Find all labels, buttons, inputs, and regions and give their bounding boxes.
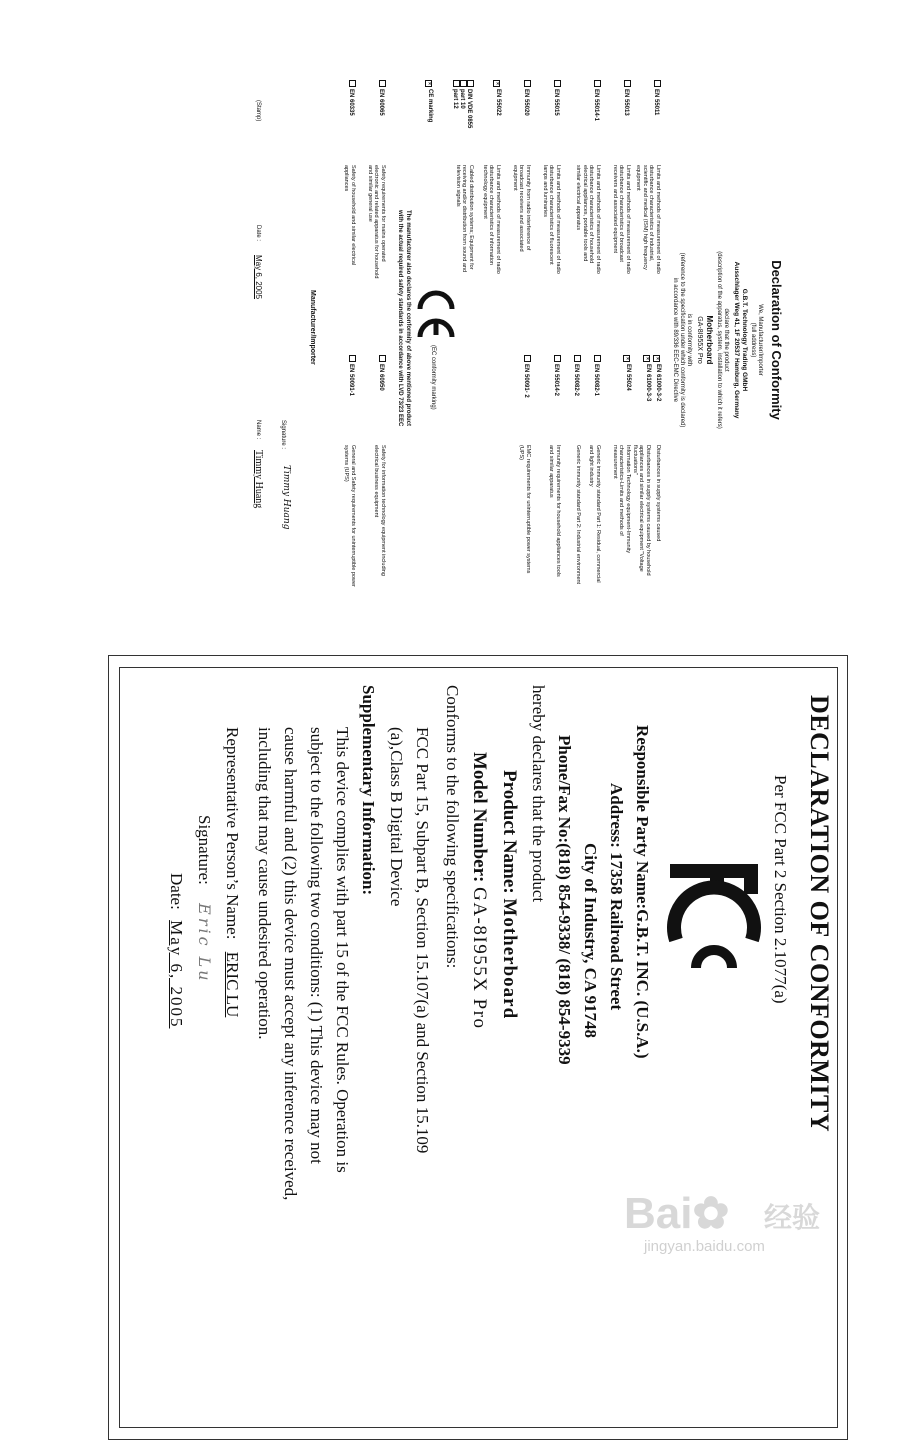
- checkbox-icon: [453, 80, 460, 87]
- fcc-title: DECLARATION OF CONFORMITY: [805, 695, 834, 1133]
- fcc-party: Responsible Party Name:G.B.T. INC. (U.S.A.): [633, 725, 652, 1059]
- std-en55020-text: Immunity from radio interference of broadcast receivers and associated equipment: [512, 165, 531, 252]
- std-en61000-3-3-text: Disturbances in supply systems caused by household appliances and similar electrical equipment "Voltage fluctuations": [632, 445, 651, 576]
- fcc-supp2: subject to the following two conditions: (1) This device may not: [307, 727, 326, 1164]
- std-en55020: EN 55020: [523, 80, 531, 116]
- std-en55014-2: EN 55014-2: [553, 355, 561, 396]
- checkbox-checked-icon: ×: [493, 80, 500, 87]
- std-en55022-text: Limits and methods of measurement of radio disturbance characteristics of information technology equipment: [482, 165, 501, 274]
- std-en55015: EN 55015: [553, 80, 561, 116]
- checkbox-icon: [349, 80, 356, 87]
- eu-name-label: Name :: [255, 420, 261, 440]
- fcc-model-value: GA-8I955X Pro: [469, 887, 490, 1030]
- fcc-sig-value: Eric Lu: [195, 903, 214, 984]
- fcc-city: City of Industry, CA 91748: [581, 843, 600, 1039]
- eu-name: Timmy Huang: [253, 450, 264, 509]
- checkbox-icon: [554, 80, 561, 87]
- checkbox-icon: [467, 80, 474, 87]
- manufacturer-label: Manufacturer/Importer: [309, 290, 316, 365]
- watermark-brand-cn: 经验: [764, 1201, 821, 1234]
- checkbox-checked-icon: ×: [425, 80, 432, 87]
- std-en60065-text: Safety requirements for mains operated electronic and related apparatus for household and similar general use: [367, 165, 386, 279]
- fcc-sig-label: Signature:: [195, 815, 214, 885]
- fcc-spec1: FCC Part 15, Subpart B, Section 15.107(a) and Section 15.109: [413, 727, 432, 1154]
- checkbox-icon: [594, 80, 601, 87]
- ce-logo-icon: [416, 285, 456, 341]
- lvd-line1: The manufacturer also declares the conformity of above mentioned product: [405, 210, 411, 427]
- checkbox-icon: [654, 80, 661, 87]
- std-en55024: ×EN 55024: [623, 355, 631, 391]
- std-en55014-2-text: Immunity requirements for household appliances tools and similar apparatus: [548, 445, 561, 577]
- fcc-product-label: Product Name:: [499, 770, 520, 894]
- eu-directive: in accordance with 89/336 EEC-EMC Directive: [672, 277, 678, 403]
- std-din-vde: DIN VDE 0855: [466, 80, 474, 128]
- checkbox-checked-icon: ×: [643, 355, 650, 362]
- fcc-phone: Phone/Fax No:(818) 854-9338/ (818) 854-9339: [555, 735, 574, 1065]
- eu-company: G.B.T. Technology Trading GMbH: [741, 288, 748, 392]
- fcc-model-label: Model Number:: [469, 752, 490, 883]
- std-en60950-text: Safety for information technology equipment including electrical business equipment: [373, 445, 386, 576]
- eu-declare: declare that the product: [723, 308, 729, 372]
- checkbox-icon: [349, 355, 356, 362]
- std-en55014-1-text: Limits and methods of measurement of radio disturbance characteristics of household electrical appliances, portable tools and similar electrical apparatus: [575, 165, 601, 274]
- std-en61000-3-2: ×EN 61000-3-2: [653, 355, 661, 401]
- eu-reference: (reference to the specification under which conformity is declared): [679, 252, 685, 428]
- fcc-rep-value: ERIC LU: [223, 951, 242, 1018]
- baidu-watermark: [624, 1188, 874, 1258]
- fcc-hereby: hereby declares that the product: [529, 685, 548, 903]
- fcc-supp1: This device complies with part 15 of the FCC Rules. Operation is: [333, 727, 352, 1173]
- checkbox-icon: [379, 355, 386, 362]
- watermark-url: jingyan.baidu.com: [644, 1238, 765, 1255]
- std-en61000-3-3: ×EN 61000-3-3: [643, 355, 651, 401]
- checkbox-icon: [554, 355, 561, 362]
- fcc-declaration: [108, 655, 848, 1440]
- eu-full-address: (full address): [750, 322, 756, 358]
- std-en60950: EN 60950: [378, 355, 386, 391]
- eu-date: May 6, 2005: [254, 255, 263, 300]
- std-en50091-2: EN 50091- 2: [523, 355, 531, 398]
- std-en55014-1: EN 55014-1: [593, 80, 601, 121]
- fcc-subtitle: Per FCC Part 2 Section 2.1077(a): [771, 775, 790, 1004]
- eu-signature: Timmy Huang: [281, 465, 291, 530]
- checkbox-checked-icon: ×: [653, 355, 660, 362]
- lvd-line2: with the actual required safety standards in accordance with LVD 73/23 EEC: [397, 210, 403, 427]
- std-en50091-1: EN 50091-1: [348, 355, 356, 396]
- eu-description: (description of the apparatus, system, installation to which it refers): [716, 251, 722, 429]
- std-en60335-text: Safety of household and similar electrical appliances: [343, 165, 356, 265]
- fcc-rep: [222, 727, 242, 1017]
- fcc-conforms: Conforms to the following specifications:: [443, 685, 462, 969]
- eu-we-line: We, Manufacturer/Importer: [757, 304, 763, 376]
- ce-marking-item: ×CE marking: [425, 80, 433, 122]
- std-en55022: ×EN 55022: [493, 80, 501, 116]
- eu-date-label: Date :: [255, 225, 261, 242]
- fcc-model: [468, 752, 490, 1030]
- std-en60065: EN 60065: [378, 80, 386, 116]
- std-en60335: EN 60335: [348, 80, 356, 116]
- std-en50082-1: EN 50082-1: [593, 355, 601, 396]
- checkbox-icon: [574, 355, 581, 362]
- eu-product: Motherboard: [705, 315, 714, 365]
- fcc-date-label: Date:: [167, 873, 186, 910]
- watermark-brand: Bai✿: [624, 1189, 730, 1238]
- std-part12: part 12: [452, 80, 460, 109]
- eu-declaration: [106, 80, 786, 600]
- checkbox-checked-icon: ×: [623, 355, 630, 362]
- std-en50082-1-text: Generic immunity standard Part 1: Residual, commercial and light industry: [588, 445, 601, 583]
- checkbox-icon: [460, 80, 467, 87]
- checkbox-icon: [524, 355, 531, 362]
- fcc-logo-icon: [664, 860, 764, 980]
- fcc-address: Address: 17358 Railroad Street: [607, 783, 626, 1011]
- fcc-sig: [194, 815, 214, 984]
- fcc-rep-label: Representative Person’s Name:: [223, 727, 242, 940]
- fcc-product: [498, 770, 520, 1019]
- eu-conform: is in conformity with: [686, 313, 692, 367]
- std-en50082-2-text: Generic immunity standard Part 2: Industrial environment: [575, 445, 581, 585]
- checkbox-icon: [379, 80, 386, 87]
- fcc-supp3: cause harmful and (2) this device must accept any inference received,: [281, 727, 300, 1201]
- fcc-supp-title: Supplementary Information:: [359, 685, 378, 896]
- eu-model: GA-8I955X Pro: [696, 316, 703, 364]
- fcc-date-value: May 6, 2005: [167, 920, 186, 1029]
- eu-street: Ausschlager Weg 41, 1F 20537 Hamburg, Germany: [733, 261, 740, 419]
- std-en55013: EN 55013: [623, 80, 631, 116]
- std-en50091-2-text: EMC requirements for uninterruptible power systems (UPS): [518, 445, 531, 574]
- fcc-supp4: including that may cause undesired operation.: [255, 727, 274, 1040]
- eu-stamp: (Stamp): [255, 100, 261, 122]
- std-en55011-text: Limits and methods of measurement of radio disturbance characteristics of industrial, scientific and medical (ISM) high frequency equipment: [635, 165, 661, 274]
- std-en55015-text: Limits and methods of measurement of radio disturbance characteristics of fluorescent lamps and luminaries: [542, 165, 561, 274]
- ce-note: (EC conformity marking): [430, 345, 436, 410]
- paw-icon: ✿: [692, 1189, 730, 1238]
- fcc-spec2: (a),Class B Digital Device: [387, 727, 406, 907]
- fcc-date: [166, 873, 186, 1029]
- std-en55024-text: Information Technology equipment-Immunity characteristics-Limits and methods of measurement: [612, 445, 631, 554]
- std-en61000-3-2-text: Disturbances in supply systems caused: [655, 445, 661, 542]
- std-en55011: EN 55011: [653, 80, 661, 115]
- checkbox-icon: [594, 355, 601, 362]
- eu-title: Declaration of Conformity: [769, 260, 784, 420]
- checkbox-icon: [524, 80, 531, 87]
- std-en50091-1-text: General and Safety requirements for uninterruptible power systems (UPS): [343, 445, 356, 587]
- fcc-product-value: Motherboard: [499, 898, 520, 1020]
- std-en50082-2: EN 50082-2: [573, 355, 581, 396]
- std-en55013-text: Limits and methods of measurement of radio disturbance characteristics of broadcast receivers and associated equipment: [612, 165, 631, 274]
- eu-signature-label: Signature :: [280, 420, 286, 450]
- std-part10: part 10: [459, 80, 467, 109]
- std-din-vde-text: Cabled distribution systems; Equipment for receiving and/or distribution from sound and television signals: [455, 165, 474, 273]
- checkbox-icon: [624, 80, 631, 87]
